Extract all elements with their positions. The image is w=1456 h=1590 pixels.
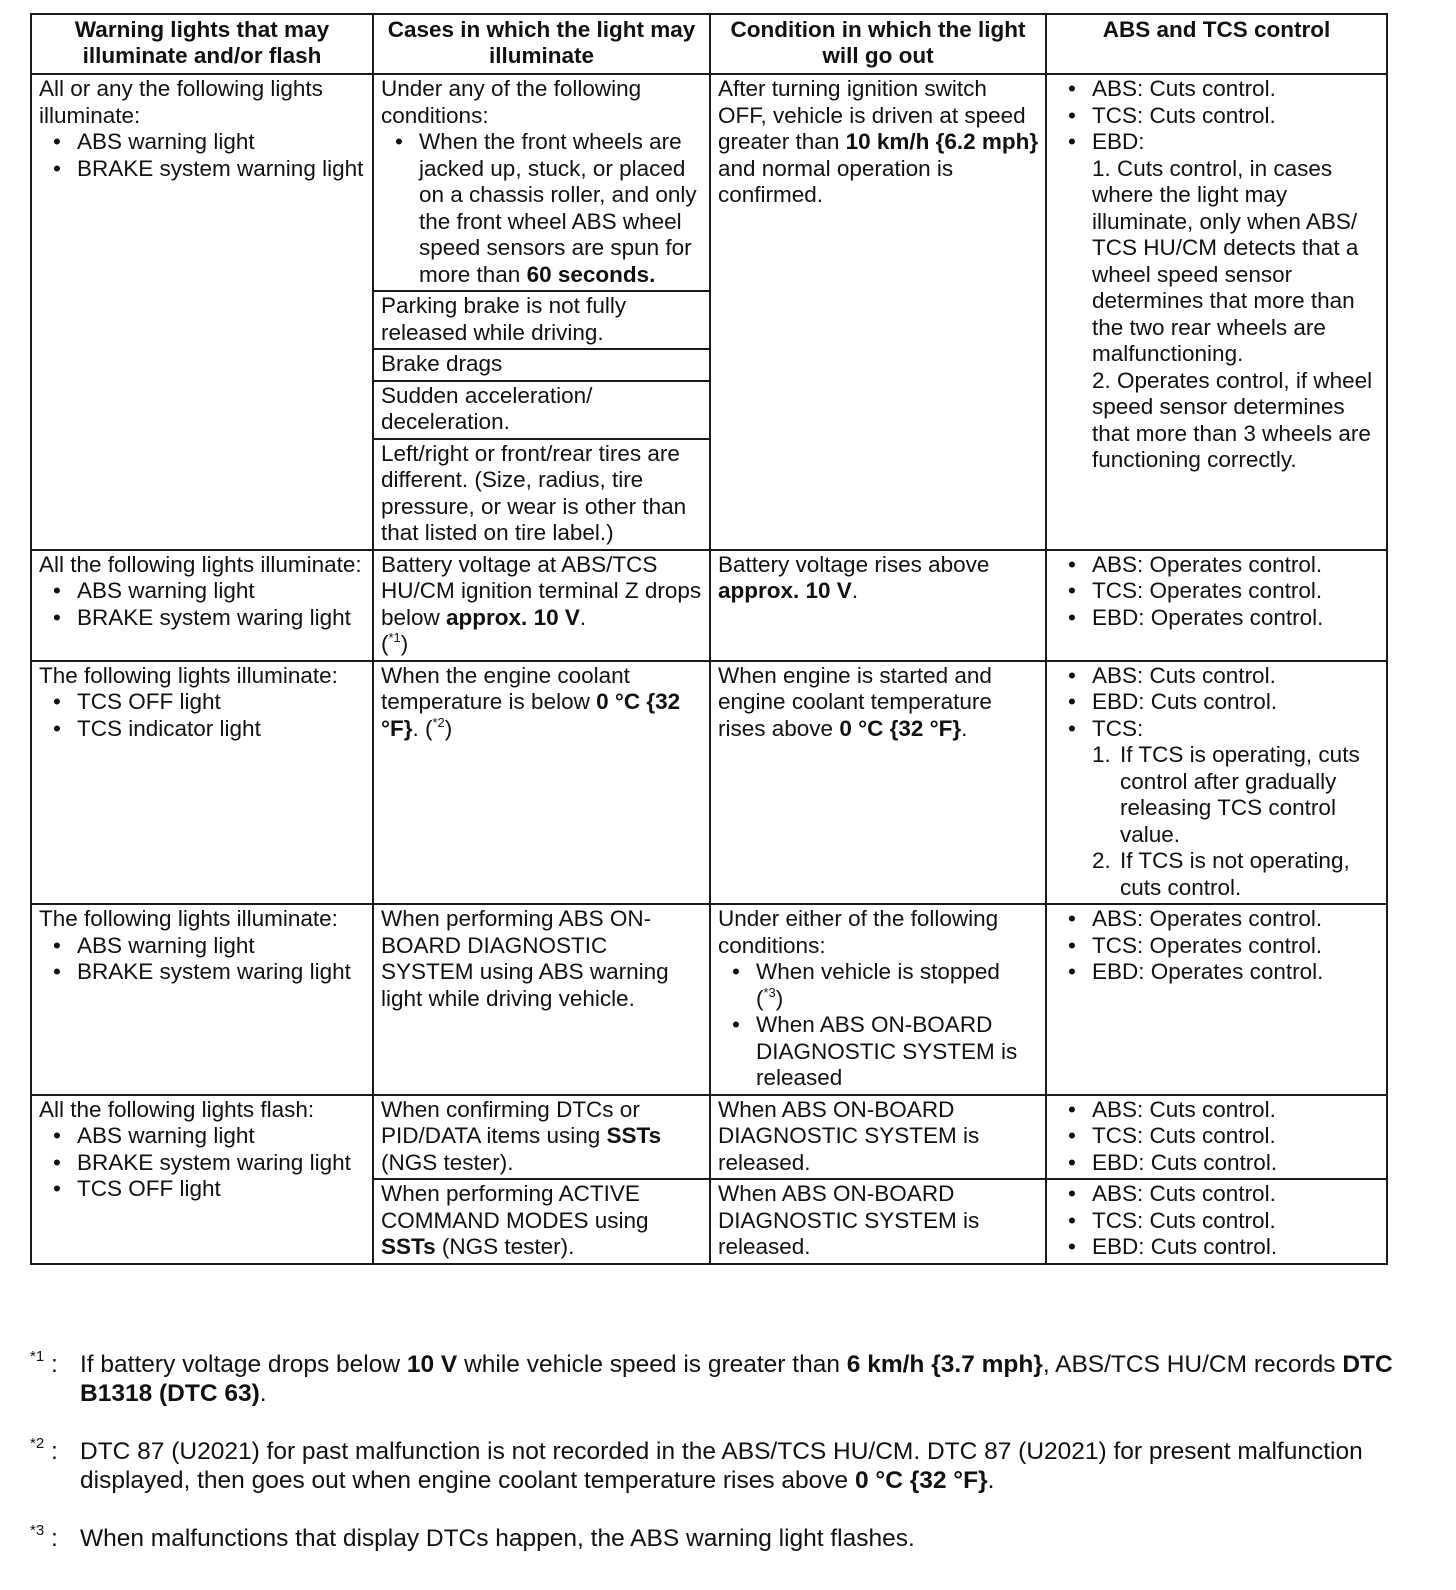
footnote-ref-3: *3 [763, 984, 776, 1000]
row4-lights-intro: The following lights illuminate: [39, 906, 338, 931]
row1-ebd-item-1: 1. Cuts control, in cases where the light may illuminate, only when ABS/ TCS HU/CM detects that a wheel speed sensor determines that more than the two rear wheels are malfunctioning. [1092, 155, 1359, 366]
row3-goout-post: . [961, 715, 968, 741]
row5-control-a-item: • EBD: Cuts control. [1054, 1150, 1380, 1177]
footnote-3 [30, 1524, 1410, 1553]
row1-case2-cell: Parking brake is not fully released while driving. [373, 291, 710, 349]
row1-control-ebd-label: • EBD: [1092, 129, 1145, 154]
row3-tcs-item-text: If TCS is not operating, cuts control. [1120, 848, 1350, 900]
footnote-ref-1: *1 [388, 630, 401, 645]
footnote-1-bold: 10 V [406, 1351, 458, 1378]
row5-case-b-post: (NGS tester). [435, 1234, 575, 1259]
row5-light-item: • BRAKE system waring light [39, 1150, 366, 1177]
table-row [31, 1095, 1387, 1180]
footnote-ref-2: *2 [432, 714, 445, 730]
row1-goout-post: and normal operation is confirmed. [718, 155, 954, 207]
row1-case1-cell [373, 74, 710, 291]
row2-light-item: • ABS warning light [39, 578, 366, 605]
row3-lights-intro: The following lights illuminate: [39, 662, 338, 688]
row5-case-b-bold: SSTs [381, 1234, 436, 1259]
row5-light-item: • ABS warning light [39, 1123, 366, 1150]
row4-goout-intro: Under either of the following conditions: [718, 906, 999, 958]
footnote-2-text: DTC 87 (U2021) for past malfunction is not recorded in the ABS/TCS HU/CM. DTC 87 (U2021) for present malfunction displayed, then goes out when engine coolant temperature rises above [80, 1438, 1363, 1494]
warning-light-table [30, 13, 1388, 1265]
row3-light-item: • TCS OFF light [39, 689, 366, 716]
row2-goout-text: Battery voltage rises above [718, 551, 990, 577]
table-row [31, 550, 1387, 661]
footnote-1-bold: DTC B1318 (DTC 63) [80, 1351, 1393, 1407]
row5-case-b-text: When performing ACTIVE COMMAND MODES using [381, 1181, 649, 1233]
row4-control-item: • ABS: Operates control. [1054, 906, 1380, 933]
row4-control-cell [1046, 904, 1387, 1095]
row5-case-a-post: (NGS tester). [381, 1149, 514, 1175]
footnote-1-mark [30, 1350, 58, 1379]
row5-case-a-bold: SSTs [606, 1123, 662, 1148]
row3-ref-close: ) [444, 715, 453, 741]
row4-goout-bullet [718, 959, 1039, 1012]
row4-light-item: • BRAKE system waring light [39, 959, 366, 986]
row1-case1-intro: Under any of the following conditions: [381, 76, 642, 128]
row5-control-a-item: • TCS: Cuts control. [1054, 1123, 1380, 1150]
row4-goout-cell [710, 904, 1046, 1095]
row2-control-item: • EBD: Operates control. [1054, 605, 1380, 632]
row3-control-tcs [1054, 716, 1380, 902]
row2-goout-cell [710, 550, 1046, 661]
row2-lights-intro: All the following lights illuminate: [39, 551, 362, 577]
row4-goout-b1-text: When vehicle is stopped [756, 959, 1000, 984]
row2-case-text: Battery voltage at ABS/TCS HU/CM ignition terminal Z drops below [381, 551, 702, 630]
row4-control-item: • EBD: Operates control. [1054, 959, 1380, 986]
row5-light-item: • TCS OFF light [39, 1176, 366, 1203]
row5-control-a-item: • ABS: Cuts control. [1054, 1097, 1380, 1124]
row5-case-b-cell [373, 1179, 710, 1264]
row1-control-cell [1046, 74, 1387, 550]
row5-case-a-cell [373, 1095, 710, 1180]
row3-goout-bold: 0 °C {32 °F} [839, 715, 962, 741]
row2-control-cell [1046, 550, 1387, 661]
footnote-2 [30, 1437, 1410, 1495]
footnotes [30, 1350, 1410, 1582]
row3-tcs-item-num: 1. [1092, 742, 1111, 767]
row1-case1-bullet [381, 129, 703, 288]
row5-control-a-cell [1046, 1095, 1387, 1180]
row4-case-cell: When performing ABS ON-BOARD DIAGNOSTIC SYSTEM using ABS warning light while driving vehicle. [373, 904, 710, 1095]
table-row [31, 74, 1387, 291]
row1-case3-cell: Brake drags [373, 349, 710, 381]
footnote-2-sep: : [44, 1438, 58, 1465]
footnote-3-sep: : [44, 1525, 58, 1552]
footnote-1-text: If battery voltage drops below [80, 1351, 407, 1378]
footnote-1-bold: 6 km/h {3.7 mph} [846, 1351, 1043, 1378]
header-go-out-condition: Condition in which the light will go out [710, 14, 1046, 74]
row4-ref-close: ) [775, 985, 784, 1011]
row3-tcs-item-text: If TCS is operating, cuts control after gradually releasing TCS control value. [1120, 742, 1360, 847]
table-header-row [31, 14, 1387, 74]
row1-lights-intro: All or any the following lights illuminate: [39, 76, 323, 128]
row4-lights-cell [31, 904, 373, 1095]
row2-control-item: • TCS: Operates control. [1054, 578, 1380, 605]
header-abs-tcs-control: ABS and TCS control [1046, 14, 1387, 74]
row3-lights-cell [31, 661, 373, 905]
footnote-1-marker: *1 [30, 1348, 45, 1365]
footnote-2-bold: 0 °C {32 °F} [854, 1467, 988, 1494]
footnote-1-sep: : [44, 1351, 58, 1378]
row1-goout-bold: 10 km/h {6.2 mph} [845, 129, 1039, 154]
row1-goout-text: After turning ignition switch OFF, vehicle is driven at speed greater than [718, 76, 1026, 154]
row3-light-item: • TCS indicator light [39, 716, 366, 743]
row1-goout-cell [710, 74, 1046, 550]
row2-goout-bold: approx. 10 V [718, 578, 852, 603]
footnote-3-text: When malfunctions that display DTCs happen, the ABS warning light flashes. [80, 1525, 915, 1552]
footnote-1-text: . [259, 1380, 267, 1407]
row1-lights-cell [31, 74, 373, 550]
row1-light-item: • ABS warning light [39, 129, 366, 156]
row3-control-cell [1046, 661, 1387, 905]
row1-light-item: • BRAKE system warning light [39, 156, 366, 183]
row2-light-item: • BRAKE system waring light [39, 605, 366, 632]
table-row [31, 904, 1387, 1095]
row5-control-b-item: • EBD: Cuts control. [1054, 1234, 1380, 1261]
footnote-1-text: while vehicle speed is greater than [457, 1351, 847, 1378]
row3-tcs-item-num: 2. [1092, 848, 1111, 873]
table-row [31, 661, 1387, 905]
case1-bullet-text: When the front wheels are jacked up, stuck, or placed on a chassis roller, and only the front wheel ABS wheel speed sensors are spun for more than [419, 129, 697, 287]
row1-ebd-item-2: 2. Operates control, if wheel speed sensor determines that more than 3 wheels are functioning correctly. [1092, 367, 1373, 472]
row5-control-b-item: • ABS: Cuts control. [1054, 1181, 1380, 1208]
row2-goout-post: . [851, 578, 859, 603]
row3-case-bold: 0 °C {32 °F} [381, 689, 681, 741]
footnote-2-mark [30, 1437, 58, 1466]
row2-case-bold: approx. 10 V [446, 604, 580, 630]
footnote-1-text: , ABS/TCS HU/CM records [1042, 1351, 1343, 1378]
footnote-1 [30, 1350, 1410, 1408]
row3-tcs-item [1092, 848, 1380, 901]
row5-case-a-text: When confirming DTCs or PID/DATA items using [381, 1096, 640, 1148]
row4-ref-open: ( [756, 985, 764, 1011]
row5-lights-intro: All the following lights flash: [39, 1096, 315, 1122]
row5-control-b-item: • TCS: Cuts control. [1054, 1208, 1380, 1235]
case1-bullet-bold: 60 seconds. [526, 261, 656, 287]
row1-control-ebd [1054, 129, 1380, 474]
row3-case-text: When the engine coolant temperature is below [381, 662, 630, 714]
row4-goout-bullet: • When ABS ON-BOARD DIAGNOSTIC SYSTEM is released [718, 1012, 1039, 1092]
row3-control-tcs-label: • TCS: [1092, 715, 1144, 741]
footnote-2-text: . [987, 1467, 995, 1494]
row1-control-abs: • ABS: Cuts control. [1054, 76, 1380, 103]
row2-ref-open: ( [381, 631, 389, 656]
row4-control-item: • TCS: Operates control. [1054, 933, 1380, 960]
row4-light-item: • ABS warning light [39, 933, 366, 960]
header-cases: Cases in which the light may illuminate [373, 14, 710, 74]
row2-ref-close: ) [400, 631, 409, 656]
row2-case-cell [373, 550, 710, 661]
row5-goout-a-cell: When ABS ON-BOARD DIAGNOSTIC SYSTEM is released. [710, 1095, 1046, 1180]
row2-control-item: • ABS: Operates control. [1054, 552, 1380, 579]
row1-case5-cell: Left/right or front/rear tires are different. (Size, radius, tire pressure, or wear is other than that listed on tire label.) [373, 439, 710, 550]
footnote-3-marker: *3 [30, 1522, 45, 1539]
row1-case4-cell: Sudden acceleration/ deceleration. [373, 381, 710, 439]
row2-lights-cell [31, 550, 373, 661]
row2-case-post: . [579, 604, 587, 630]
row3-case-post: . ( [412, 715, 433, 741]
row3-goout-cell [710, 661, 1046, 905]
row3-case-cell [373, 661, 710, 905]
row1-control-tcs: • TCS: Cuts control. [1054, 103, 1380, 130]
row3-tcs-item [1092, 742, 1380, 848]
row5-lights-cell [31, 1095, 373, 1264]
footnote-2-marker: *2 [30, 1435, 45, 1452]
row3-control-ebd: • EBD: Cuts control. [1054, 689, 1380, 716]
row3-goout-text: When engine is started and engine coolant temperature rises above [718, 662, 992, 741]
row5-goout-b-cell: When ABS ON-BOARD DIAGNOSTIC SYSTEM is released. [710, 1179, 1046, 1264]
header-warning-lights: Warning lights that may illuminate and/or flash [31, 14, 373, 74]
row5-control-b-cell [1046, 1179, 1387, 1264]
footnote-3-mark [30, 1524, 58, 1553]
row3-control-abs: • ABS: Cuts control. [1054, 663, 1380, 690]
